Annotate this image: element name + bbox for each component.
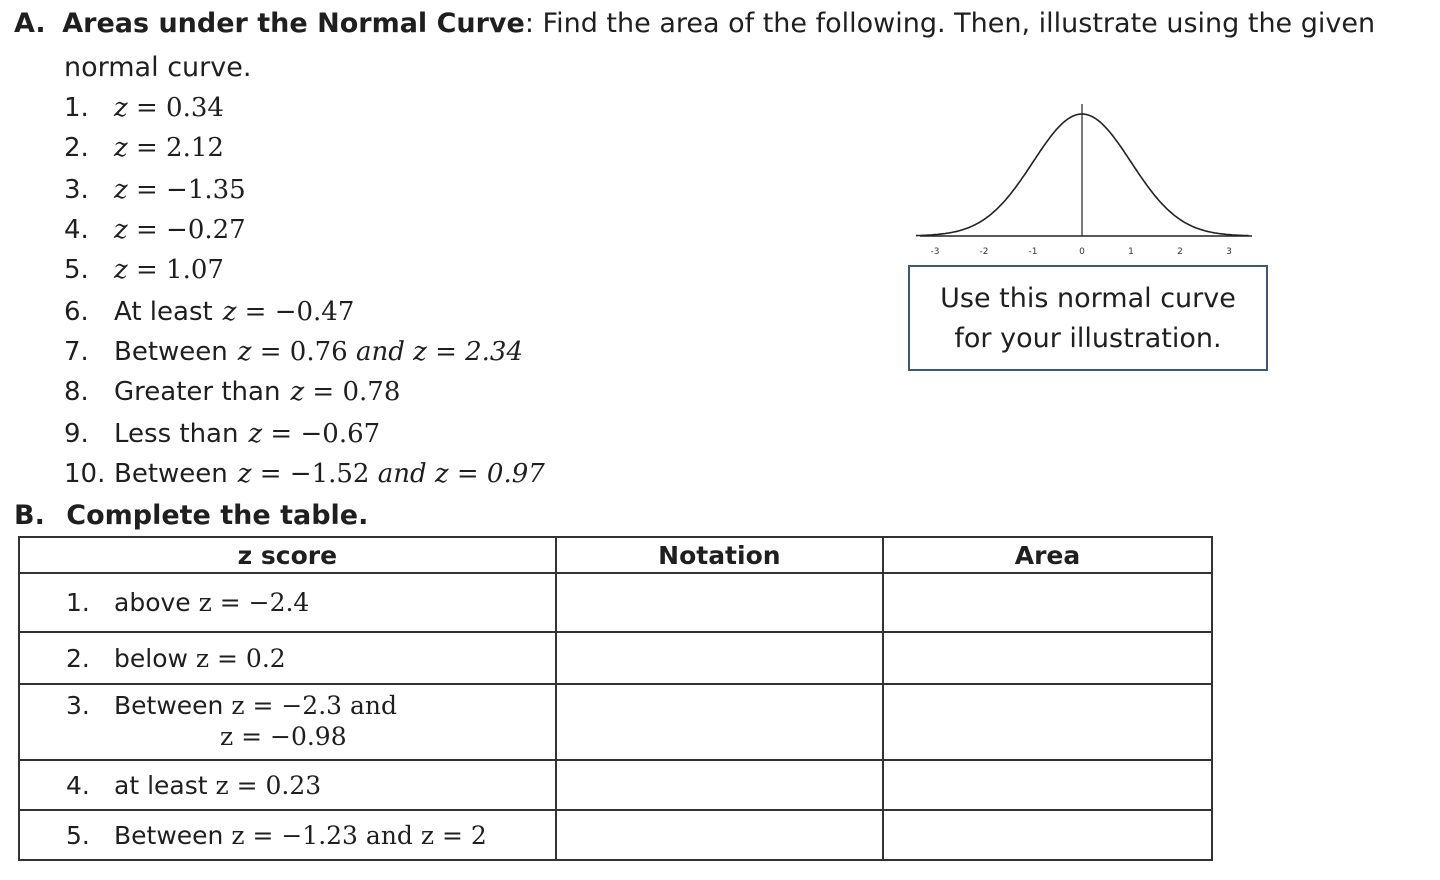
item-value: 0.34	[166, 93, 224, 123]
curve-tick-label: -2	[979, 247, 989, 257]
table-row	[19, 684, 1212, 760]
z-score-cell	[19, 810, 556, 860]
header-z-score: z score	[19, 537, 556, 573]
section-a-letter: A.	[14, 8, 46, 39]
curve-tick-label: -1	[1028, 247, 1038, 257]
item-tail: and z = 0.97	[377, 459, 545, 489]
item-number: 1.	[64, 93, 89, 123]
row-expression: z = −2.3 and	[231, 691, 398, 720]
list-item	[64, 334, 523, 370]
row-prefix: at least	[114, 770, 208, 800]
table-row	[19, 632, 1212, 684]
normal-curve-figure	[916, 96, 1256, 266]
item-variable: z	[114, 215, 128, 245]
item-variable: z	[290, 377, 305, 407]
section-b-title: Complete the table.	[66, 500, 369, 531]
area-cell[interactable]	[883, 760, 1212, 810]
notation-cell[interactable]	[556, 760, 883, 810]
list-item	[64, 416, 380, 452]
section-b-letter: B.	[14, 500, 45, 531]
item-equals: =	[127, 133, 167, 163]
item-equals: =	[127, 93, 167, 123]
notation-cell[interactable]	[556, 573, 883, 632]
illustration-note-box	[908, 265, 1268, 371]
item-number: 8.	[64, 377, 89, 407]
item-value: 2.12	[166, 133, 224, 163]
row-number: 2.	[66, 643, 90, 673]
item-equals: =	[262, 419, 301, 449]
curve-ticks	[931, 247, 1232, 257]
item-prefix: Greater than	[114, 377, 281, 407]
section-a-instructions: : Find the area of the following. Then, illustrate using the given	[524, 8, 1376, 39]
item-value: 0.76	[289, 337, 348, 367]
item-number: 3.	[64, 175, 89, 205]
z-score-table	[18, 536, 1213, 861]
z-score-cell	[19, 684, 556, 760]
item-value: −1.35	[166, 175, 246, 205]
list-item	[64, 212, 246, 248]
curve-tick-label: -3	[930, 247, 940, 257]
item-prefix: Between	[114, 337, 228, 367]
item-value: −1.52	[289, 459, 370, 489]
item-number: 5.	[64, 255, 89, 285]
item-number: 4.	[64, 215, 89, 245]
note-line-1: Use this normal curve	[940, 283, 1236, 314]
list-item	[64, 456, 545, 492]
row-number: 5.	[66, 820, 90, 850]
item-variable: z	[237, 459, 252, 489]
row-prefix: above	[114, 588, 191, 617]
section-a-title: Areas under the Normal Curve	[62, 8, 525, 39]
notation-cell[interactable]	[556, 684, 883, 760]
item-variable: z	[114, 133, 128, 163]
item-value: −0.47	[274, 297, 355, 327]
row-prefix: below	[114, 643, 188, 673]
row-number: 3.	[66, 691, 90, 720]
item-number: 2.	[64, 133, 89, 163]
section-b-heading	[14, 500, 368, 531]
area-cell[interactable]	[883, 573, 1212, 632]
item-number: 10.	[64, 459, 106, 489]
item-prefix: At least	[114, 297, 213, 327]
curve-tick-label: 2	[1177, 247, 1183, 257]
curve-tick-label: 1	[1128, 247, 1134, 257]
list-item	[64, 130, 224, 166]
item-value: 0.78	[342, 377, 401, 407]
row-expression: z = 0.2	[195, 643, 286, 673]
item-number: 6.	[64, 297, 89, 327]
note-line-2: for your illustration.	[954, 323, 1222, 354]
z-score-cell	[19, 760, 556, 810]
item-equals: =	[127, 175, 167, 205]
item-equals: =	[251, 459, 290, 489]
table-row	[19, 573, 1212, 632]
row-expression: z = −2.4	[198, 588, 310, 617]
item-variable: z	[114, 93, 128, 123]
item-variable: z	[114, 255, 128, 285]
row-number: 1.	[66, 588, 90, 617]
normal-curve-svg	[916, 96, 1256, 266]
table-row	[19, 760, 1212, 810]
table-row	[19, 810, 1212, 860]
row-prefix: Between	[114, 820, 224, 850]
item-tail: and z = 2.34	[355, 337, 524, 367]
area-cell[interactable]	[883, 632, 1212, 684]
item-prefix: Between	[114, 459, 228, 489]
item-value: 1.07	[166, 255, 224, 285]
list-item	[64, 252, 224, 288]
row-number: 4.	[66, 770, 90, 800]
area-cell[interactable]	[883, 810, 1212, 860]
item-variable: z	[222, 297, 237, 327]
z-score-cell	[19, 632, 556, 684]
item-equals: =	[236, 297, 275, 327]
item-number: 9.	[64, 419, 89, 449]
notation-cell[interactable]	[556, 632, 883, 684]
item-variable: z	[248, 419, 263, 449]
item-equals: =	[304, 377, 343, 407]
item-value: −0.67	[300, 419, 381, 449]
table-header-row	[19, 537, 1212, 573]
item-number: 7.	[64, 337, 89, 367]
list-item	[64, 90, 224, 126]
section-a-instructions-cont: normal curve.	[64, 52, 252, 83]
item-variable: z	[114, 175, 128, 205]
item-equals: =	[251, 337, 290, 367]
item-value: −0.27	[166, 215, 246, 245]
row-expression: z = 0.23	[215, 770, 322, 800]
item-equals: =	[127, 255, 167, 285]
item-equals: =	[127, 215, 167, 245]
list-item	[64, 294, 354, 330]
notation-cell[interactable]	[556, 810, 883, 860]
area-cell[interactable]	[883, 684, 1212, 760]
curve-tick-label: 3	[1226, 247, 1232, 257]
header-area: Area	[883, 537, 1212, 573]
list-item	[64, 374, 400, 410]
item-variable: z	[237, 337, 252, 367]
row-prefix: Between	[114, 691, 224, 720]
section-a-heading	[14, 8, 1375, 39]
list-item	[64, 172, 246, 208]
curve-tick-label: 0	[1079, 247, 1085, 257]
row-expression-line2: z = −0.98	[220, 722, 347, 751]
z-score-cell	[19, 573, 556, 632]
header-notation: Notation	[556, 537, 883, 573]
row-expression: z = −1.23 and z = 2	[231, 820, 487, 850]
item-prefix: Less than	[114, 419, 239, 449]
